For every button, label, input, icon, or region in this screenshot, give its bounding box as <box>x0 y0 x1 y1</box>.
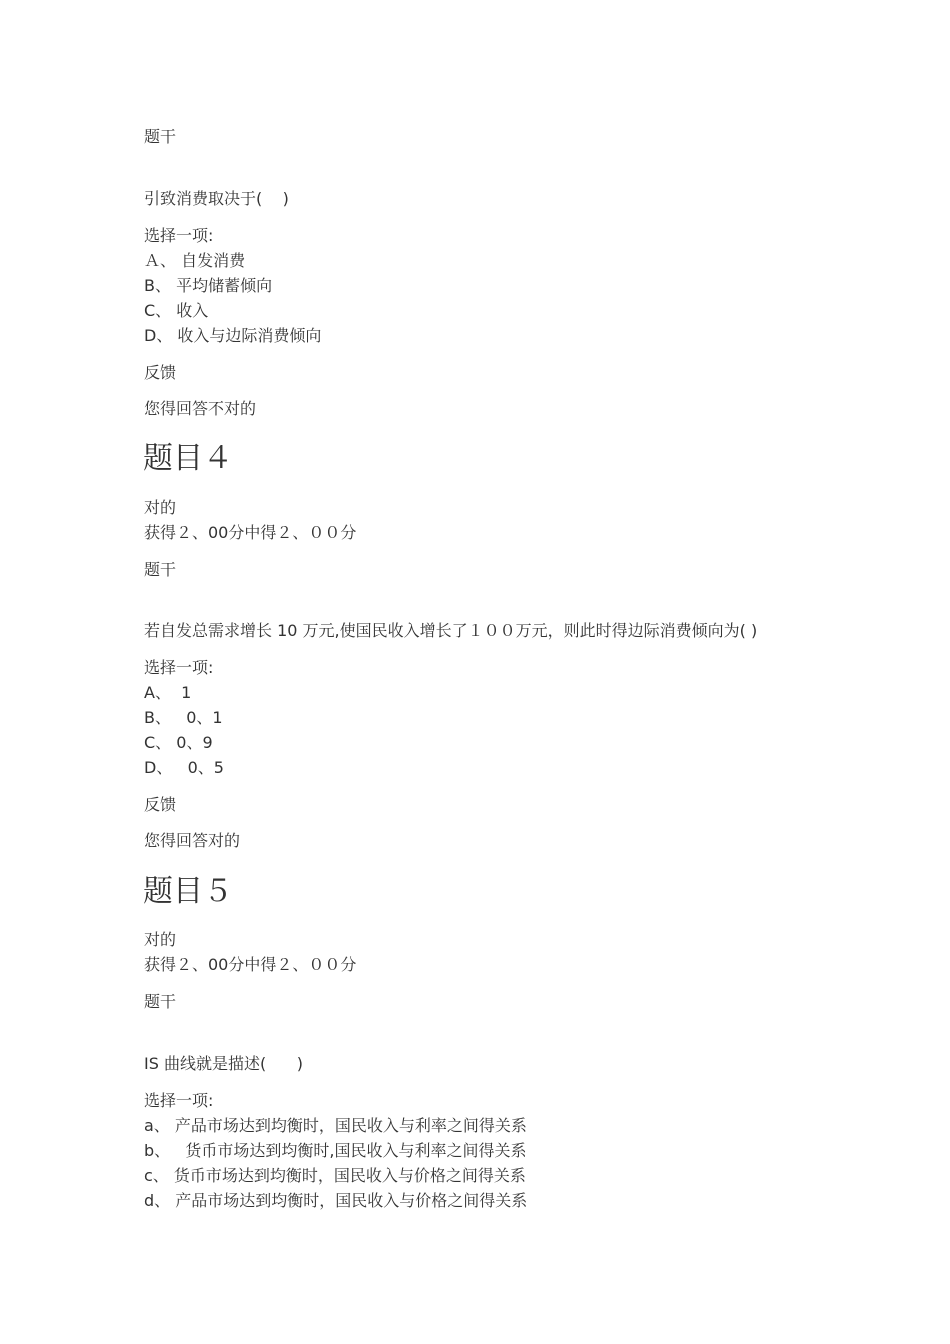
option-c[interactable]: c、 货币市场达到均衡时，国民收入与价格之间得关系 <box>144 1166 526 1185</box>
option-c[interactable]: C、 收入 <box>144 301 209 320</box>
option-d[interactable]: d、 产品市场达到均衡时，国民收入与价格之间得关系 <box>144 1191 528 1210</box>
choose-label: 选择一项: <box>144 1091 214 1110</box>
feedback-text: 您得回答不对的 <box>144 399 257 418</box>
question-title: 题目５ <box>143 874 233 909</box>
feedback-text: 您得回答对的 <box>144 831 241 850</box>
option-d[interactable]: D、 0、5 <box>144 758 224 777</box>
option-b[interactable]: b、 货币市场达到均衡时,国民收入与利率之间得关系 <box>144 1141 527 1160</box>
choose-label: 选择一项: <box>144 658 214 677</box>
option-a[interactable]: a、 产品市场达到均衡时，国民收入与利率之间得关系 <box>144 1116 527 1135</box>
feedback-label: 反馈 <box>144 795 177 814</box>
feedback-label: 反馈 <box>144 363 177 382</box>
stem-label: 题干 <box>144 560 177 579</box>
question-status: 对的 <box>144 930 177 949</box>
stem-label: 题干 <box>144 992 177 1011</box>
question-status: 对的 <box>144 498 177 517</box>
question-title: 题目４ <box>143 441 233 476</box>
stem-label: 题干 <box>144 127 177 146</box>
option-b[interactable]: B、 平均储蓄倾向 <box>144 276 273 295</box>
question-score: 获得２、00分中得２、００分 <box>144 523 357 542</box>
question-score: 获得２、00分中得２、００分 <box>144 955 357 974</box>
option-a[interactable]: A、 1 <box>144 683 192 702</box>
choose-label: 选择一项: <box>144 226 214 245</box>
option-b[interactable]: B、 0、1 <box>144 708 223 727</box>
question-text: IS 曲线就是描述( ) <box>144 1054 303 1073</box>
option-a[interactable]: Ａ、 自发消费 <box>144 251 246 270</box>
option-c[interactable]: C、 0、9 <box>144 733 213 752</box>
option-d[interactable]: D、 收入与边际消费倾向 <box>144 326 322 345</box>
question-text: 引致消费取决于( ) <box>144 189 289 208</box>
question-text: 若自发总需求增长 10 万元,使国民收入增长了１００万元，则此时得边际消费倾向为( ) <box>144 621 758 640</box>
